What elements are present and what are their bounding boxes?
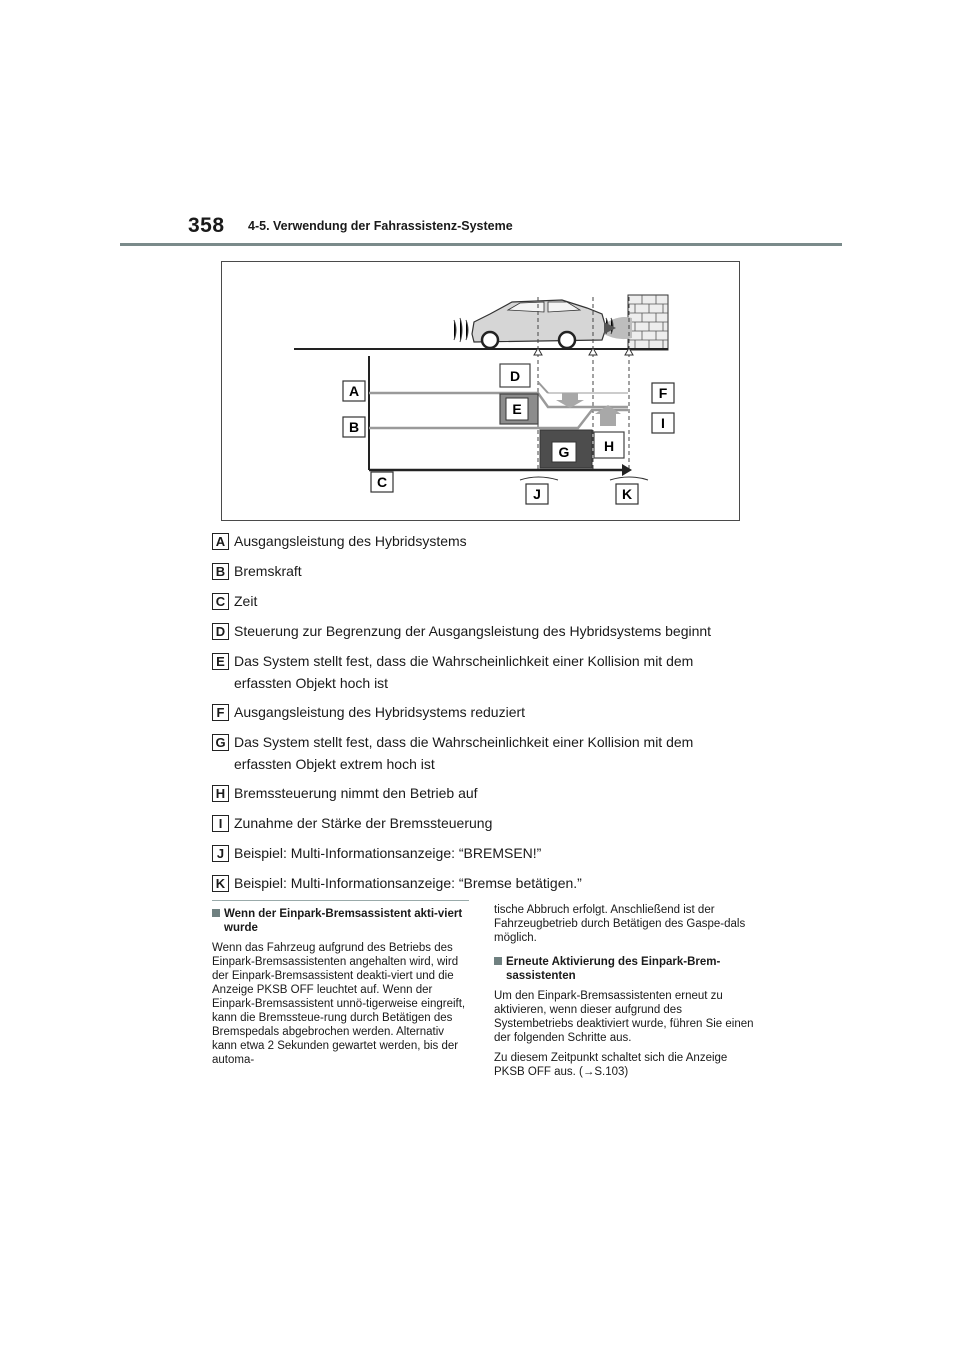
legend-key: E	[212, 653, 229, 670]
section-title: 4-5. Verwendung der Fahrassistenz-Systeme	[248, 219, 513, 233]
label-f: F	[658, 385, 668, 401]
paragraph: Wenn das Fahrzeug aufgrund des Betriebs des Einpark-Bremsassistenten angehalten wird, wird der Einpark-Bremsassistent deakti-viert und die Anzeige PKSB OFF leuchtet auf. Wenn der Einpark-Bremsassistent unnö-tigerweise eingreift, kann die Bremssteue-rung durch Betätigen des Bremspedals abgebrochen werden. Alternativ kann etwa 2 Sekunden gewartet werden, bis der automa-	[212, 942, 466, 1066]
label-k: K	[621, 486, 633, 502]
square-bullet-icon	[212, 909, 220, 917]
label-g: G	[558, 444, 570, 460]
output-line	[369, 393, 628, 407]
right-column	[494, 903, 758, 1085]
legend-text: Ausgangsleistung des Hybridsystems reduziert	[234, 704, 526, 720]
legend-text: Bremskraft	[234, 563, 302, 579]
paragraph: Zu diesem Zeitpunkt schaltet sich die Anzeige PKSB OFF aus. (→S.103)	[494, 1052, 728, 1078]
label-h: H	[603, 438, 615, 454]
label-i: I	[661, 415, 665, 431]
paragraph: tische Abbruch erfolgt. Anschließend ist der Fahrzeugbetrieb durch Betätigen des Gaspe-dals möglich.	[494, 904, 746, 944]
label-c: C	[376, 474, 388, 490]
label-e: E	[512, 401, 522, 417]
heading-text: Erneute Aktivierung des Einpark-Brem-sassistenten	[506, 956, 721, 982]
label-d: D	[509, 368, 521, 384]
car-icon	[454, 300, 616, 348]
brake-line	[369, 410, 628, 428]
legend-key: J	[212, 845, 229, 862]
legend-key: C	[212, 593, 229, 610]
subsection-heading	[212, 907, 469, 935]
legend-key: H	[212, 785, 229, 802]
legend-text: Beispiel: Multi-Informationsanzeige: “Bremse betätigen.”	[234, 875, 582, 891]
heading-text: Wenn der Einpark-Bremsassistent akti-viert wurde	[224, 908, 463, 934]
legend-key: F	[212, 704, 229, 721]
figure-diagram	[221, 261, 740, 521]
legend-text: Zunahme der Stärke der Bremssteuerung	[234, 815, 493, 831]
square-bullet-icon	[494, 957, 502, 965]
legend-key: K	[212, 875, 229, 892]
diagram-svg	[222, 262, 741, 522]
legend-text: Ausgangsleistung des Hybridsystems	[234, 533, 467, 549]
legend-key: D	[212, 623, 229, 640]
brick-wall	[628, 295, 668, 350]
legend-text: Bremssteuerung nimmt den Betrieb auf	[234, 785, 478, 801]
legend-text: Das System stellt fest, dass die Wahrscheinlichkeit einer Kollision mit dem erfassten Objekt hoch ist	[234, 653, 694, 691]
page-number: 358	[188, 214, 225, 237]
legend-text: Beispiel: Multi-Informationsanzeige: “BREMSEN!”	[234, 845, 542, 861]
legend-key: I	[212, 815, 229, 832]
paragraph: Um den Einpark-Bremsassistenten erneut zu aktivieren, wenn dieser aufgrund des Systembetriebs deaktiviert wurde, führen Sie einen der folgenden Schritte aus.	[494, 990, 754, 1044]
section-rule	[212, 900, 469, 901]
legend-text: Steuerung zur Begrenzung der Ausgangsleistung des Hybridsystems beginnt	[234, 623, 712, 639]
subsection-heading	[494, 955, 758, 983]
label-j: J	[533, 486, 541, 502]
header-rule	[120, 243, 842, 246]
left-column	[212, 900, 469, 1073]
legend-text: Zeit	[234, 593, 258, 609]
legend-text: Das System stellt fest, dass die Wahrscheinlichkeit einer Kollision mit dem erfassten Objekt extrem hoch ist	[234, 734, 694, 772]
legend-key: G	[212, 734, 229, 751]
label-a: A	[348, 383, 360, 399]
legend-key: A	[212, 533, 229, 550]
label-b: B	[348, 419, 360, 435]
legend-key: B	[212, 563, 229, 580]
